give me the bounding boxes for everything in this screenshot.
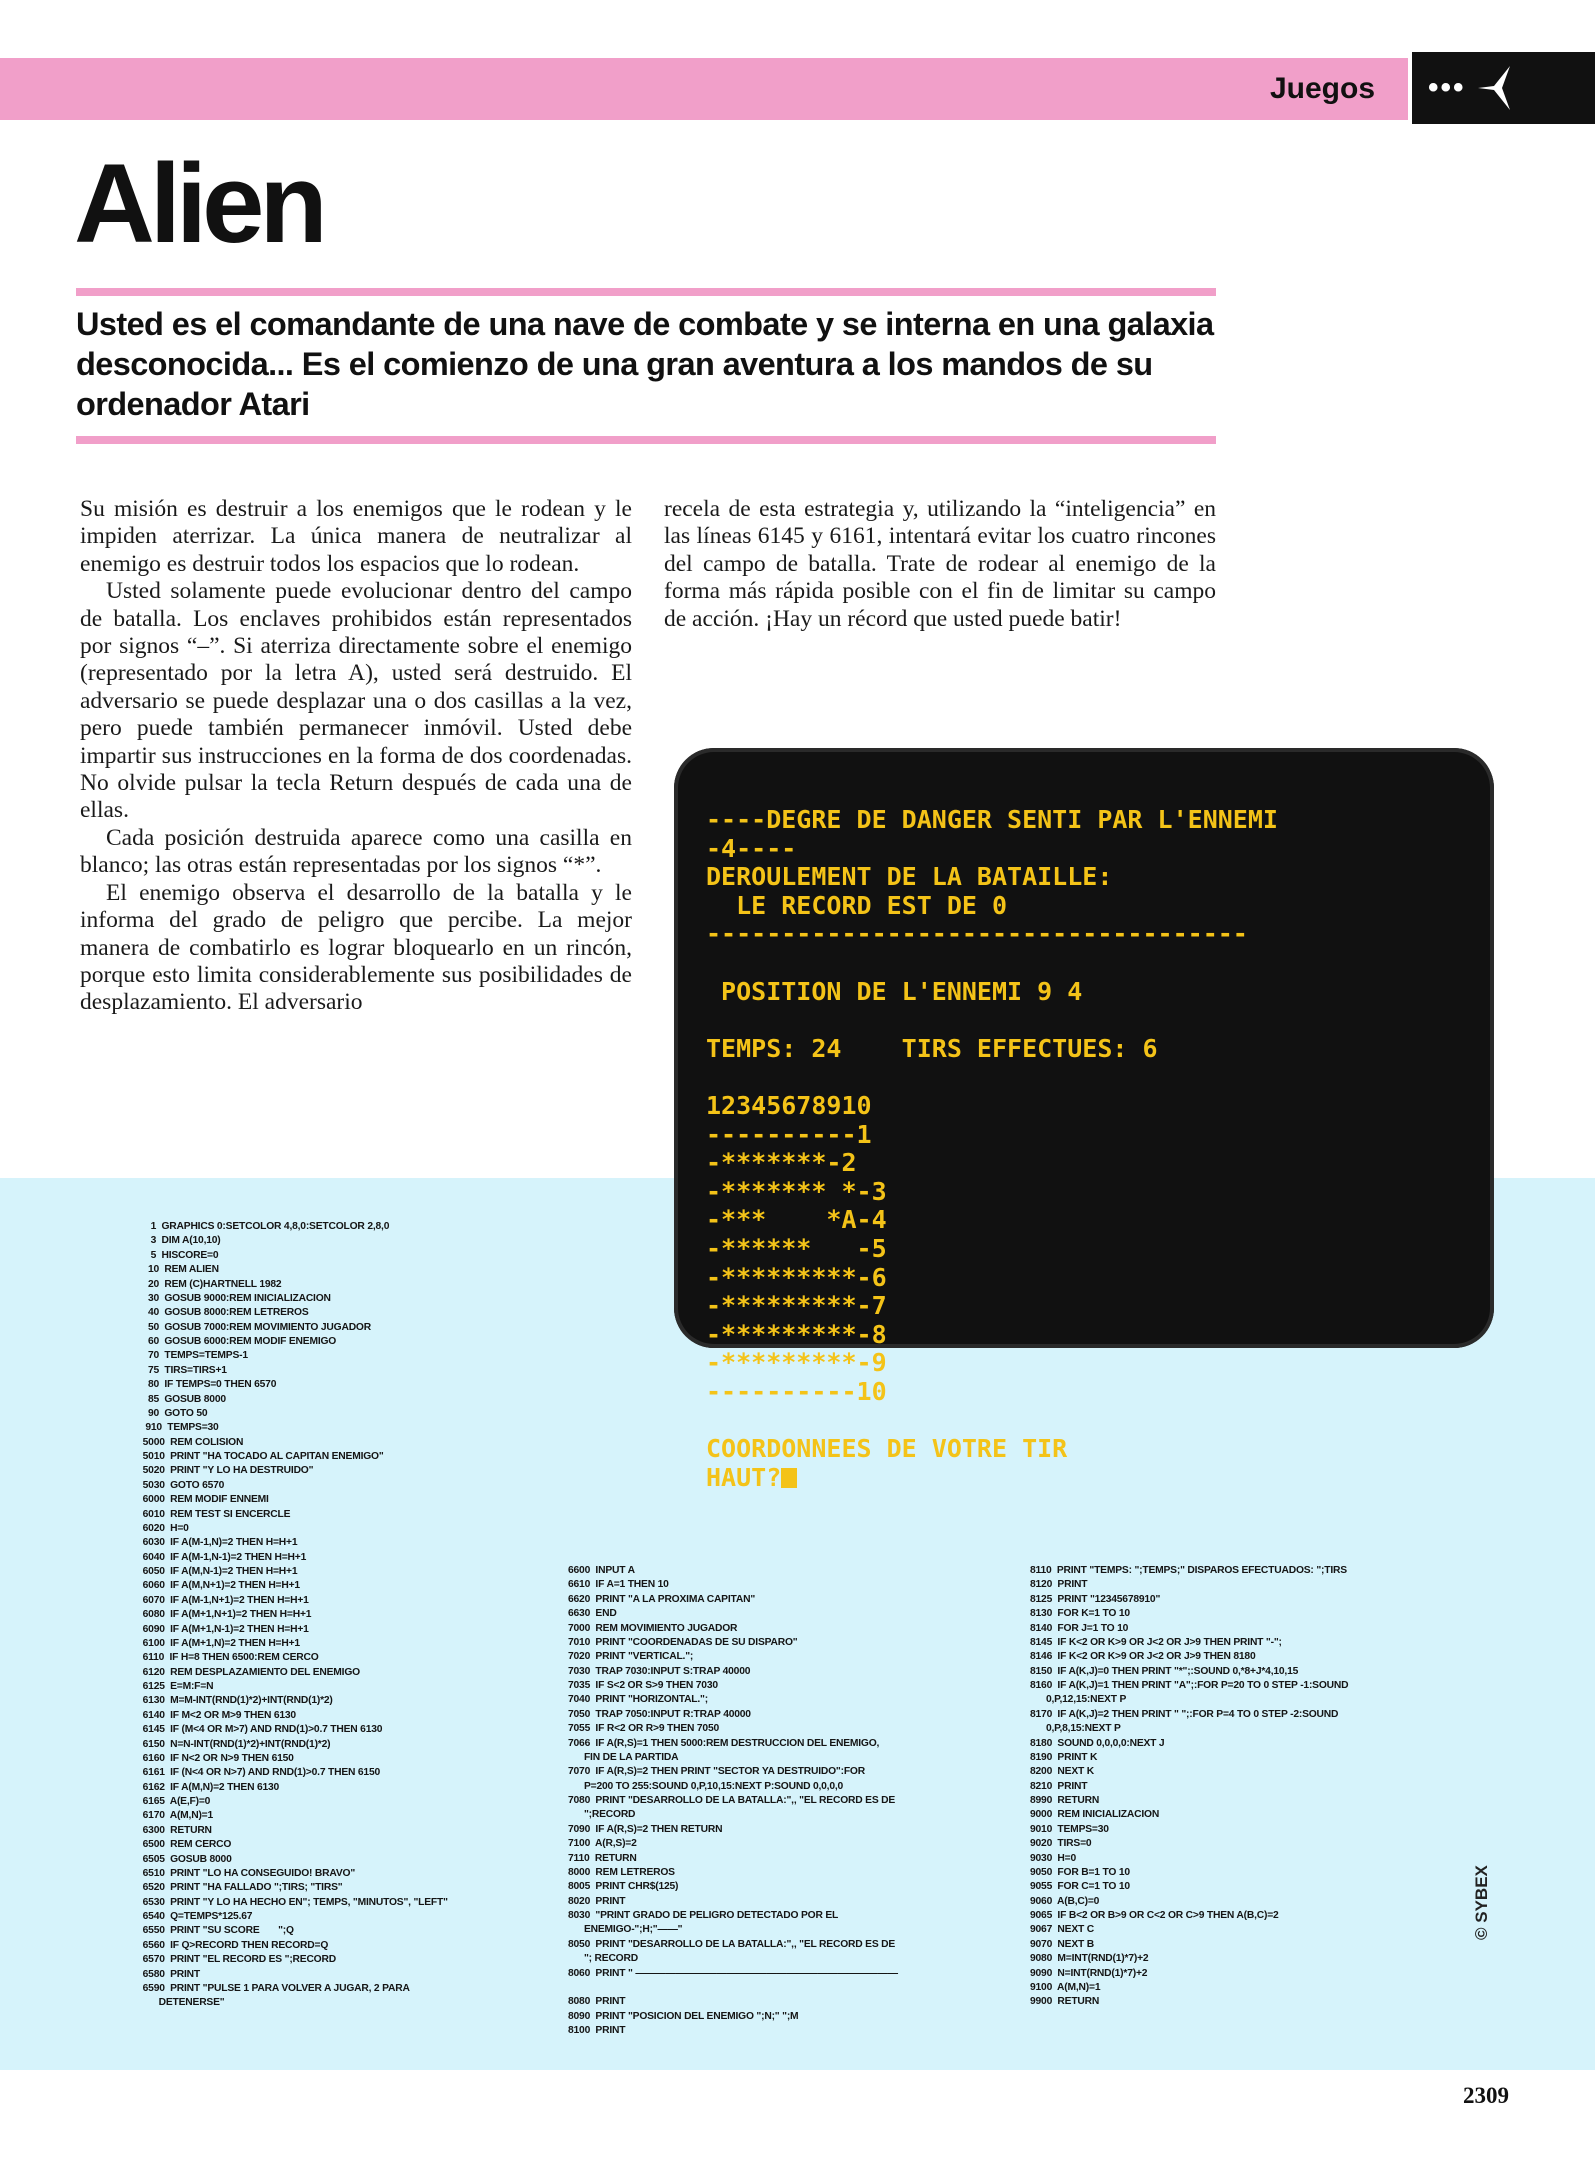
dots-icon: •••	[1428, 71, 1466, 104]
body-column-2	[664, 496, 1216, 633]
copyright-notice: © SYBEX	[1472, 1865, 1491, 1940]
atari-screen-text	[706, 806, 1278, 1492]
header-band	[0, 58, 1408, 120]
paragraph: recela de esta estrategia y, utilizando la “inteligencia” en las líneas 6145 y 6161, intentará evitar los cuatro rincones del campo de batalla. Trate de rodear al enemigo de la forma más rápida posible con el fin de limitar su campo de acción. ¡Hay un récord que usted puede batir!	[664, 496, 1216, 632]
arrow-left-icon	[1474, 62, 1514, 114]
paragraph: Cada posición destruida aparece como una casilla en blanco; las otras están representadas por los signos “*”.	[80, 824, 632, 879]
paragraph: Usted solamente puede evolucionar dentro del campo de batalla. Los enclaves prohibidos están representados por signos “–”. Si aterriza directamente sobre el enemigo (representado por la letra A), usted será destruido. El adversario se puede desplazar una o dos casillas a la vez, pero puede también permanecer inmóvil. Usted debe impartir sus instrucciones en la forma de dos coordenadas. No olvide pulsar la tecla Return después de cada una de ellas.	[80, 578, 632, 824]
body-column-1	[80, 496, 632, 1017]
top-rule	[76, 288, 1216, 296]
paragraph: El enemigo observa el desarrollo de la batalla y le informa del grado de peligro que percibe. La mejor manera de combatirlo es lograr bloquearlo en un rincón, porque esto limita considerablemente sus posibilidades de desplazamiento. El adversario	[80, 879, 632, 1016]
cursor-icon	[781, 1468, 797, 1488]
page-number: 2309	[1463, 2083, 1509, 2108]
article-subtitle: Usted es el comandante de una nave de combate y se interna en una galaxia desconocida... Es el comienzo de una gran aventura a los mandos de su ordenador Atari	[76, 306, 1214, 422]
program-listing-col-2: 6600 INPUT A 6610 IF A=1 THEN 10 6620 PRINT "A LA PROXIMA CAPITAN" 6630 END 7000 REM MOVIMIENTO JUGADOR 7010 PRINT "COORDENADAS DE SU DISPARO" 7020 PRINT "VERTICAL."; 7030 TRAP 7030:INPUT S:TRAP 40000 7035 IF S<2 OR S>9 THEN 7030 7040 PRINT "HORIZONTAL."; 7050 TRAP 7050:INPUT R:TRAP 40000 7055 IF R<2 OR R>9 THEN 7050 7066 IF A(R,S)=1 THEN 5000:REM DESTRUCCION DEL ENEMIGO, FIN DE LA PARTIDA 7070 IF A(R,S)=2 THEN PRINT "SECTOR YA DESTRUIDO":FOR P=200 TO 255:SOUND 0,P,10,15:NEXT P:SOUND 0,0,0,0 7080 PRINT "DESARROLLO DE LA BATALLA:",, "EL RECORD ES DE ";RECORD 7090 IF A(R,S)=2 THEN RETURN 7100 A(R,S)=2 7110 RETURN 8000 REM LETREROS 8005 PRINT CHR$(125) 8020 PRINT 8030 "PRINT GRADO DE PELIGRO DETECTADO POR EL ENEMIGO-";H;"——" 8050 PRINT "DESARROLLO DE LA BATALLA:",, "EL RECORD ES DE "; RECORD 8060 PRINT " —————————————————————————— 8080 PRINT 8090 PRINT "POSICION DEL ENEMIGO ";N;" ";M 8100 PRINT	[568, 1565, 898, 2036]
program-listing-col-1: 1 GRAPHICS 0:SETCOLOR 4,8,0:SETCOLOR 2,8,0 3 DIM A(10,10) 5 HISCORE=0 10 REM ALIEN 20 REM (C)HARTNELL 1982 30 GOSUB 9000:REM INICIALIZACION 40 GOSUB 8000:REM LETREROS 50 GOSUB 7000:REM MOVIMIENTO JUGADOR 60 GOSUB 6000:REM MODIF ENEMIGO 70 TEMPS=TEMPS-1 75 TIRS=TIRS+1 80 IF TEMPS=0 THEN 6570 85 GOSUB 8000 90 GOTO 50 910 TEMPS=30 5000 REM COLISION 5010 PRINT "HA TOCADO AL CAPITAN ENEMIGO" 5020 PRINT "Y LO HA DESTRUIDO" 5030 GOTO 6570 6000 REM MODIF ENNEMI 6010 REM TEST SI ENCERCLE 6020 H=0 6030 IF A(M-1,N)=2 THEN H=H+1 6040 IF A(M-1,N-1)=2 THEN H=H+1 6050 IF A(M,N-1)=2 THEN H=H+1 6060 IF A(M,N+1)=2 THEN H=H+1 6070 IF A(M-1,N+1)=2 THEN H=H+1 6080 IF A(M+1,N+1)=2 THEN H=H+1 6090 IF A(M+1,N-1)=2 THEN H=H+1 6100 IF A(M+1,N)=2 THEN H=H+1 6110 IF H=8 THEN 6500:REM CERCO 6120 REM DESPLAZAMIENTO DEL ENEMIGO 6125 E=M:F=N 6130 M=M-INT(RND(1)*2)+INT(RND(1)*2) 6140 IF M<2 OR M>9 THEN 6130 6145 IF (M<4 OR M>7) AND RND(1)>0.7 THEN 6130 6150 N=N-INT(RND(1)*2)+INT(RND(1)*2) 6160 IF N<2 OR N>9 THEN 6150 6161 IF (N<4 OR N>7) AND RND(1)>0.7 THEN 6150 6162 IF A(M,N)=2 THEN 6130 6165 A(E,F)=0 6170 A(M,N)=1 6300 RETURN 6500 REM CERCO 6505 GOSUB 8000 6510 PRINT "LO HA CONSEGUIDO! BRAVO" 6520 PRINT "HA FALLADO ";TIRS; "TIRS" 6530 PRINT "Y LO HA HECHO EN"; TEMPS, "MINUTOS", "LEFT" 6540 Q=TEMPS*125.67 6550 PRINT "SU SCORE ";Q 6560 IF Q>RECORD THEN RECORD=Q 6570 PRINT "EL RECORD ES ";RECORD 6580 PRINT 6590 PRINT "PULSE 1 PARA VOLVER A JUGAR, 2 PARA DETENERSE"	[142, 1221, 448, 2009]
article-title: Alien	[74, 141, 323, 266]
section-label: Juegos	[1269, 72, 1375, 105]
screen-output: ----DEGRE DE DANGER SENTI PAR L'ENNEMI -4---- DEROULEMENT DE LA BATAILLE: LE RECORD EST DE 0 ------------------------------------ POSITION DE L'ENNEMI 9 4 TEMPS: 24 TIRS EFFECTUES: 6 12345678910 ----------1 -*******-2 -******* *-3 -*** *A-4 -****** -5 -*********-6 -*********-7 -*********-8 -*********-9 ----------10 COORDONNEES DE VOTRE TIR HAUT?	[706, 805, 1278, 1492]
bottom-rule	[76, 436, 1216, 444]
program-listing-col-3: 8110 PRINT "TEMPS: ";TEMPS;" DISPAROS EFECTUADOS: ";TIRS 8120 PRINT 8125 PRINT "12345678910" 8130 FOR K=1 TO 10 8140 FOR J=1 TO 10 8145 IF K<2 OR K>9 OR J<2 OR J>9 THEN PRINT "-"; 8146 IF K<2 OR K>9 OR J<2 OR J>9 THEN 8180 8150 IF A(K,J)=0 THEN PRINT "*";:SOUND 0,*8+J*4,10,15 8160 IF A(K,J)=1 THEN PRINT "A";:FOR P=20 TO 0 STEP -1:SOUND 0,P,12,15:NEXT P 8170 IF A(K,J)=2 THEN PRINT " ";:FOR P=4 TO 0 STEP -2:SOUND 0,P,8,15:NEXT P 8180 SOUND 0,0,0,0:NEXT J 8190 PRINT K 8200 NEXT K 8210 PRINT 8990 RETURN 9000 REM INICIALIZACION 9010 TEMPS=30 9020 TIRS=0 9030 H=0 9050 FOR B=1 TO 10 9055 FOR C=1 TO 10 9060 A(B,C)=0 9065 IF B<2 OR B>9 OR C<2 OR C>9 THEN A(B,C)=2 9067 NEXT C 9070 NEXT B 9080 M=INT(RND(1)*7)+2 9090 N=INT(RND(1)*7)+2 9100 A(M,N)=1 9900 RETURN	[1030, 1565, 1349, 2008]
paragraph: Su misión es destruir a los enemigos que le rodean y le impiden aterrizar. La única manera de neutralizar al enemigo es destruir todos los espacios que lo rodean.	[80, 496, 632, 577]
